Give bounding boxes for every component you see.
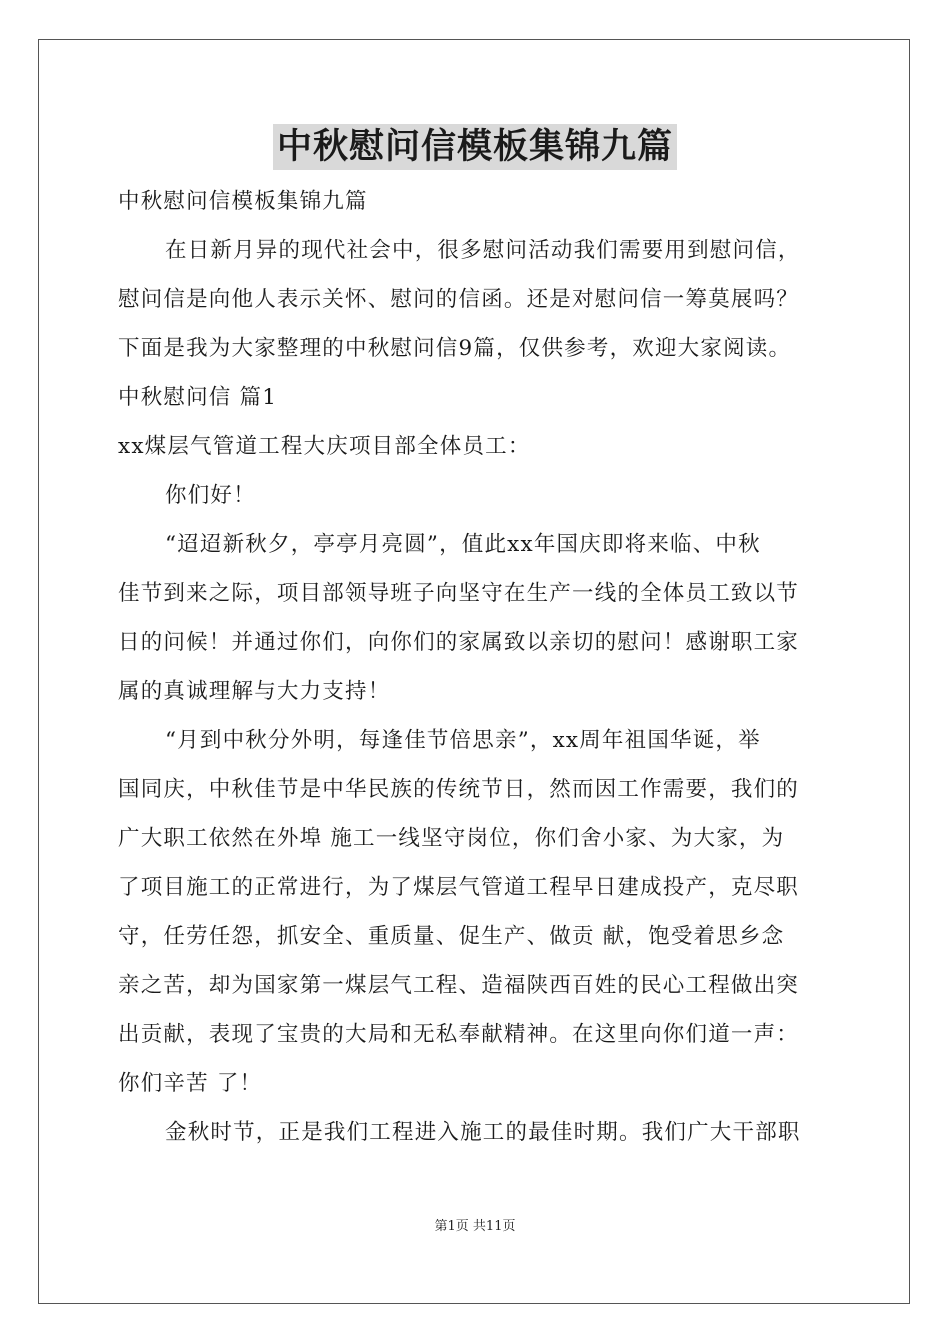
document-title <box>0 124 950 170</box>
text-line: 在日新月异的现代社会中，很多慰问活动我们需要用到慰问信， <box>165 238 801 263</box>
text-line: 出贡献，表现了宝贵的大局和无私奉献精神。在这里向你们道一声： <box>118 1022 800 1047</box>
page-footer: 第1页 共11页 <box>434 1219 516 1234</box>
text-line: 国同庆，中秋佳节是中华民族的传统节日，然而因工作需要，我们的 <box>118 777 800 802</box>
text-line: 属的真诚理解与大力支持！ <box>118 679 391 704</box>
text-line: “月到中秋分外明，每逢佳节倍思亲”，xx周年祖国华诞，举 <box>165 728 761 753</box>
text-line: 慰问信是向他人表示关怀、慰问的信函。还是对慰问信一筹莫展吗？ <box>118 287 800 312</box>
text-line: 了项目施工的正常进行，为了煤层气管道工程早日建成投产，克尽职 <box>118 875 800 900</box>
text-line: 金秋时节，正是我们工程进入施工的最佳时期。我们广大干部职 <box>165 1120 801 1145</box>
text-line: 你们好！ <box>165 483 256 508</box>
text-line: “迢迢新秋夕，亭亭月亮圆”，值此xx年国庆即将来临、中秋 <box>165 532 761 557</box>
text-line: 中秋慰问信模板集锦九篇 <box>118 189 368 214</box>
text-line: 广大职工依然在外埠 施工一线坚守岗位，你们舍小家、为大家，为 <box>118 826 785 851</box>
text-line: 你们辛苦 了！ <box>118 1071 263 1096</box>
text-line: 下面是我为大家整理的中秋慰问信9篇，仅供参考，欢迎大家阅读。 <box>118 336 792 361</box>
text-line: 亲之苦，却为国家第一煤层气工程、造福陕西百姓的民心工程做出突 <box>118 973 800 998</box>
text-line: 守，任劳任怨，抓安全、重质量、促生产、做贡 献，饱受着思乡念 <box>118 924 785 949</box>
text-line: 中秋慰问信 篇1 <box>118 385 278 410</box>
document-title-text: 中秋慰问信模板集锦九篇 <box>273 124 677 170</box>
document-body <box>118 177 838 1157</box>
text-line: xx煤层气管道工程大庆项目部全体员工： <box>118 434 531 459</box>
text-line: 佳节到来之际，项目部领导班子向坚守在生产一线的全体员工致以节 <box>118 581 800 606</box>
text-line: 日的问候！并通过你们，向你们的家属致以亲切的慰问！感谢职工家 <box>118 630 800 655</box>
